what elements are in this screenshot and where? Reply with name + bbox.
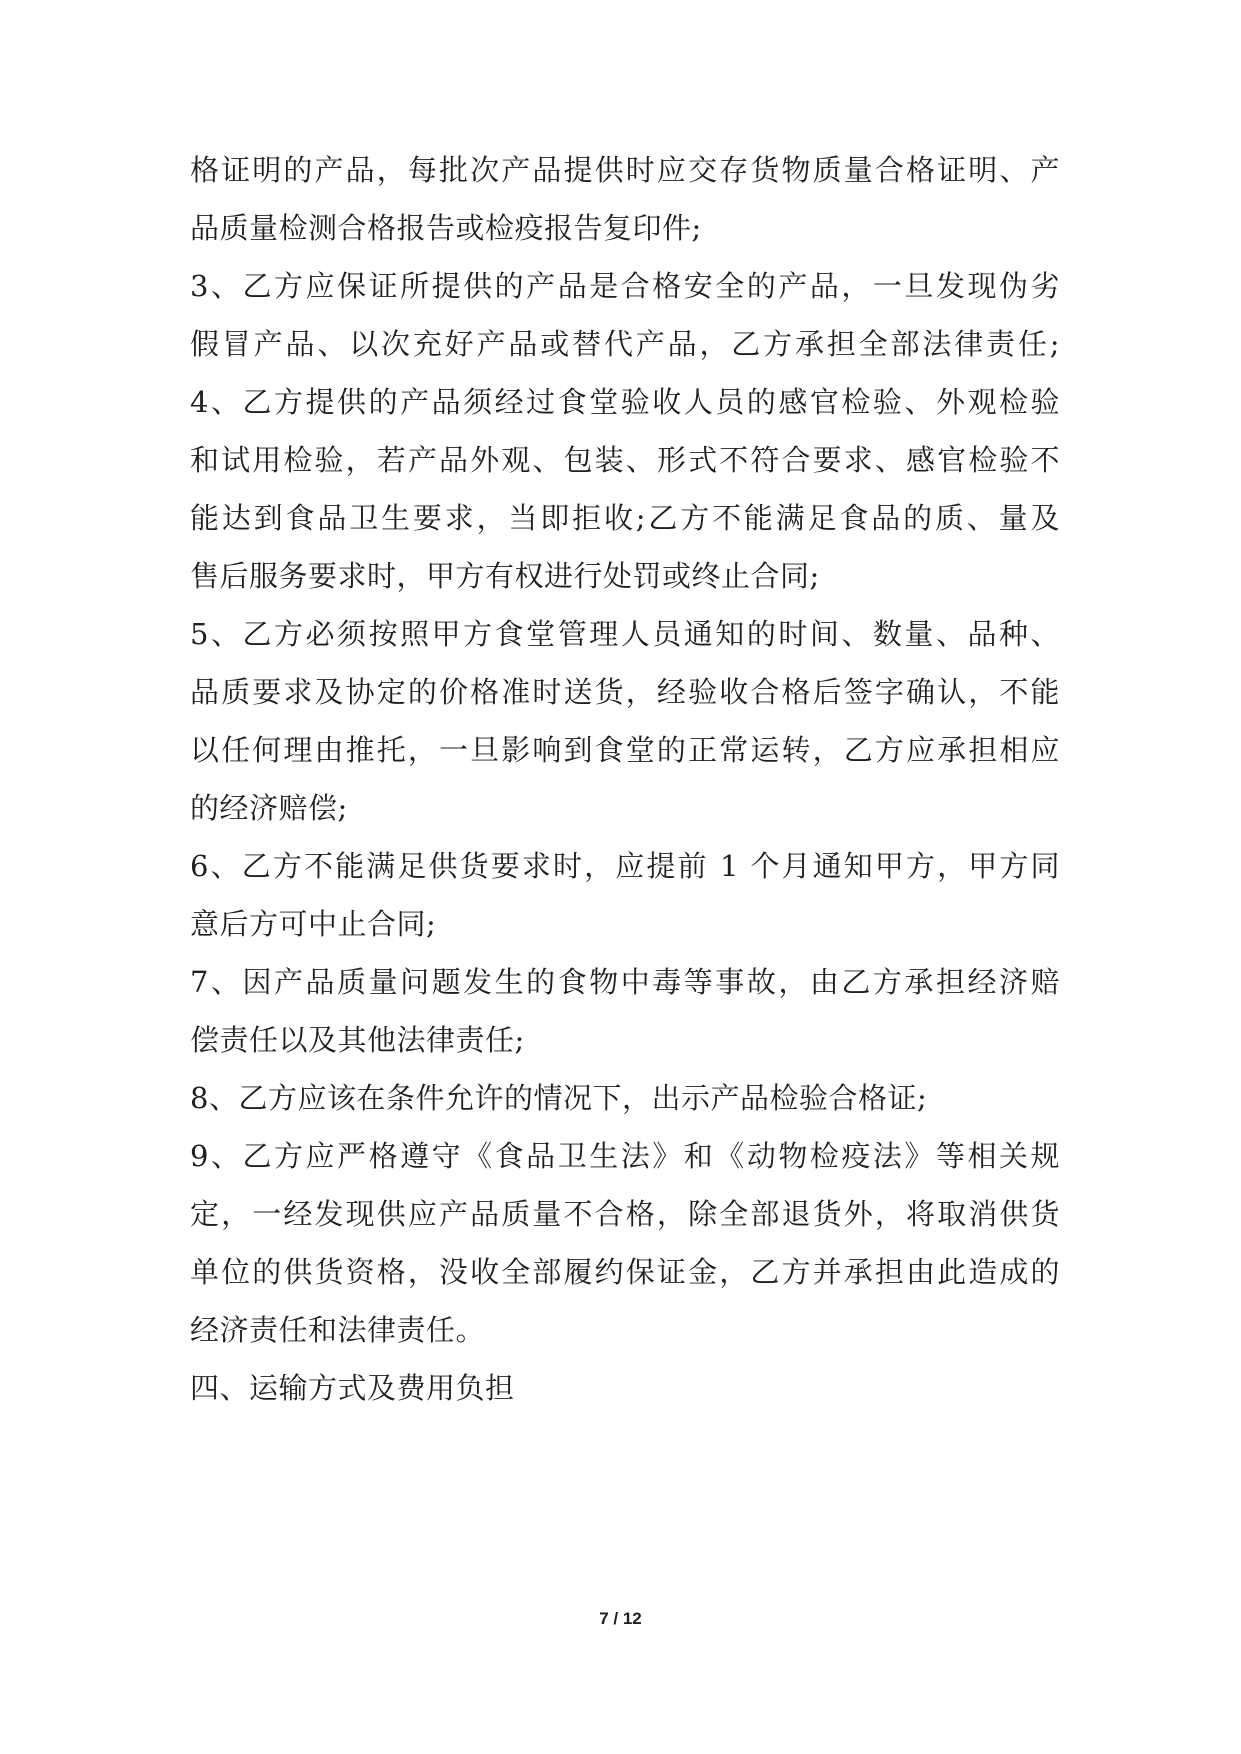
text-line: 品质量检测合格报告或检疫报告复印件;: [190, 211, 702, 245]
text-line: 意后方可中止合同;: [190, 907, 437, 941]
text-line: 6、乙方不能满足供货要求时，应提前 1 个月通知甲方，甲方同: [190, 849, 1060, 883]
text-line: 偿责任以及其他法律责任;: [190, 1023, 525, 1057]
section-heading: 四、运输方式及费用负担: [190, 1371, 515, 1405]
page-number: 7 / 12: [599, 1609, 642, 1628]
text-line: 经济责任和法律责任。: [190, 1313, 486, 1347]
text-line: 品质要求及协定的价格准时送货，经验收合格后签字确认，不能: [190, 675, 1060, 709]
text-line: 4、乙方提供的产品须经过食堂验收人员的感官检验、外观检验: [190, 385, 1060, 419]
text-line: 8、乙方应该在条件允许的情况下，出示产品检验合格证;: [190, 1081, 928, 1115]
text-line: 以任何理由推托，一旦影响到食堂的正常运转，乙方应承担相应: [190, 733, 1060, 767]
text-line: 能达到食品卫生要求，当即拒收;乙方不能满足食品的质、量及: [190, 501, 1060, 535]
text-line: 3、乙方应保证所提供的产品是合格安全的产品，一旦发现伪劣: [190, 269, 1060, 303]
text-line: 和试用检验，若产品外观、包装、形式不符合要求、感官检验不: [190, 443, 1060, 477]
text-line: 定，一经发现供应产品质量不合格，除全部退货外，将取消供货: [190, 1197, 1060, 1231]
text-line: 单位的供货资格，没收全部履约保证金，乙方并承担由此造成的: [190, 1255, 1060, 1289]
text-line: 格证明的产品，每批次产品提供时应交存货物质量合格证明、产: [190, 153, 1060, 187]
text-line: 7、因产品质量问题发生的食物中毒等事故，由乙方承担经济赔: [190, 965, 1060, 999]
text-line: 9、乙方应严格遵守《食品卫生法》和《动物检疫法》等相关规: [190, 1139, 1060, 1173]
text-line: 的经济赔偿;: [190, 791, 348, 825]
text-line: 5、乙方必须按照甲方食堂管理人员通知的时间、数量、品种、: [190, 617, 1060, 651]
text-line: 假冒产品、以次充好产品或替代产品，乙方承担全部法律责任;: [190, 327, 1060, 361]
text-line: 售后服务要求时，甲方有权进行处罚或终止合同;: [190, 559, 820, 593]
